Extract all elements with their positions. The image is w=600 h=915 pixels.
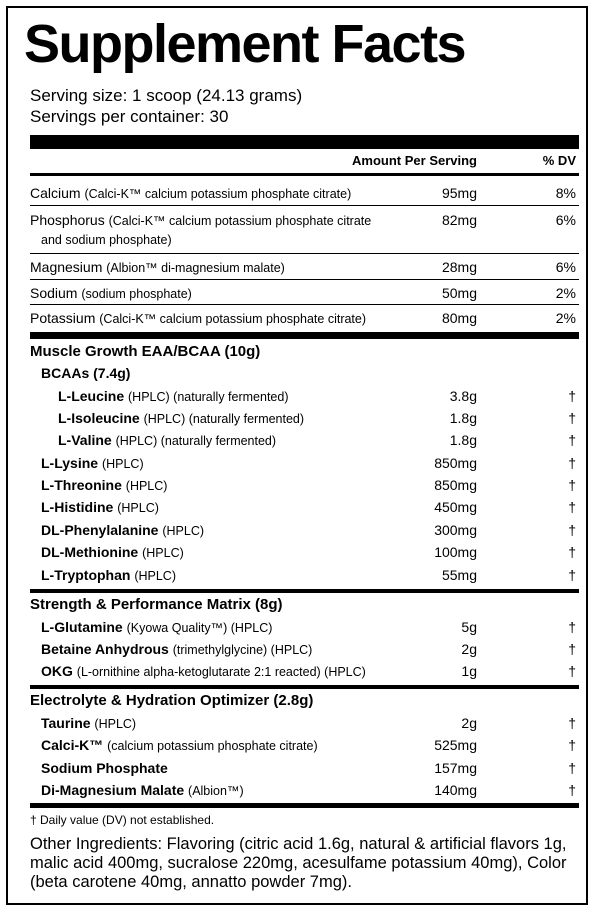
header-divider [30, 173, 579, 176]
servings-per-container: Servings per container: 30 [30, 107, 229, 126]
thick-divider [30, 135, 579, 149]
section-divider [30, 589, 579, 593]
dv-footnote: † Daily value (DV) not established. [30, 813, 215, 827]
section-title-muscle: Muscle Growth EAA/BCAA (10g) [30, 343, 261, 360]
amount-header: Amount Per Serving [352, 153, 477, 168]
section-title-electrolyte: Electrolyte & Hydration Optimizer (2.8g) [30, 692, 314, 709]
row-divider [30, 304, 579, 305]
bottom-divider [30, 803, 579, 808]
row-divider [30, 279, 579, 280]
row-divider [30, 205, 579, 206]
dv-header: % DV [542, 153, 576, 168]
row-divider [30, 253, 579, 254]
section-divider [30, 332, 579, 339]
other-ingredients: Other Ingredients: Flavoring (citric acid 1.6g, natural & artificial flavors 1g, malic acid 400mg, sucralose 220mg, acesulfame potassium 40mg), Color (beta carotene 40mg, annatto powder 7mg). [30, 835, 567, 891]
serving-size: Serving size: 1 scoop (24.13 grams) [30, 86, 303, 105]
section-divider [30, 685, 579, 689]
panel-title: Supplement Facts [24, 14, 466, 74]
section-title-strength: Strength & Performance Matrix (8g) [30, 596, 283, 613]
